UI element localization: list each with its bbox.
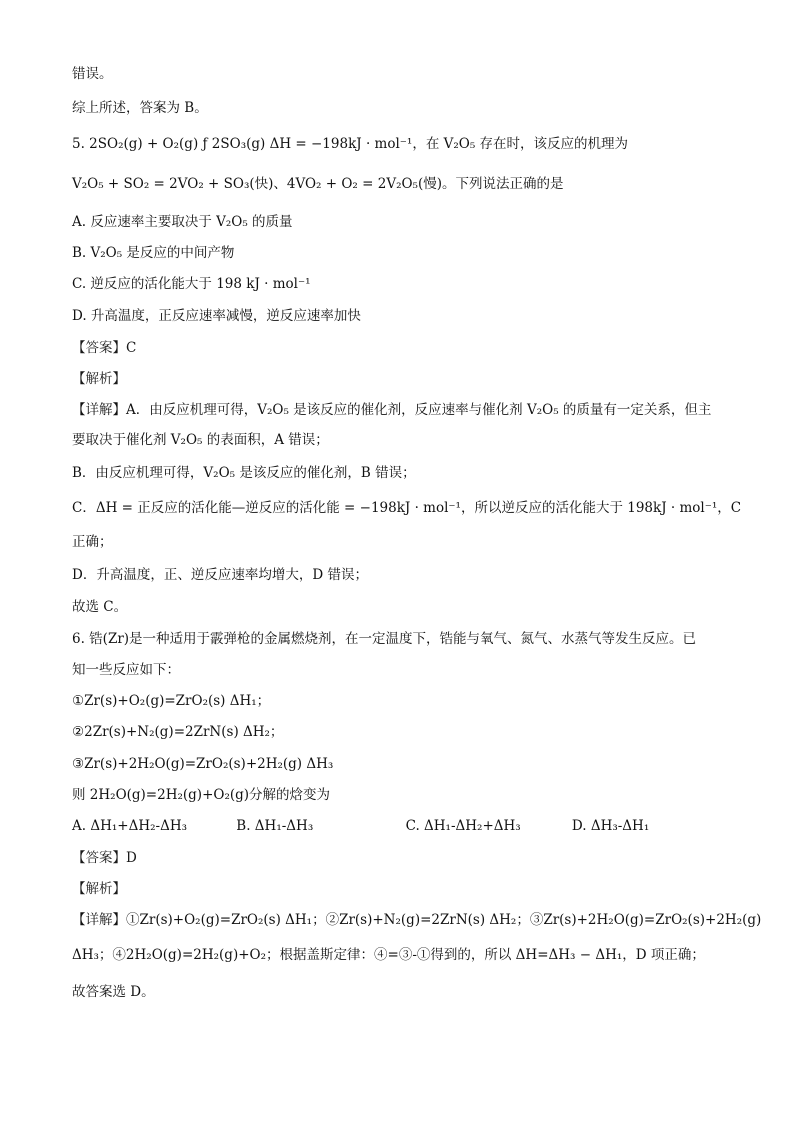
analysis-label: 【解析】: [72, 881, 126, 897]
reaction-line: ③Zr(s)+2H₂O(g)=ZrO₂(s)+2H₂(g) ΔH₃: [72, 756, 334, 772]
option-b: B. V₂O₅ 是反应的中间产物: [72, 245, 235, 261]
text-line: 综上所述，答案为 B。: [72, 100, 208, 116]
reaction-line: ②2Zr(s)+N₂(g)=2ZrN(s) ΔH₂；: [72, 724, 284, 740]
answer-label: 【答案】D: [72, 850, 137, 866]
question-6-stem: 知一些反应如下：: [72, 662, 180, 678]
text-line: 错误。: [72, 66, 113, 82]
explanation-line: 【详解】①Zr(s)+O₂(g)=ZrO₂(s) ΔH₁；②Zr(s)+N₂(g)=2ZrN(s) ΔH₂；③Zr(s)+2H₂O(g)=ZrO₂(s)+2H₂(g): [72, 912, 762, 928]
question-6-stem: 6. 锆(Zr)是一种适用于霰弹枪的金属燃烧剂，在一定温度下，锆能与氧气、氮气、水蒸气等发生反应。已: [72, 631, 697, 647]
explanation-line: 故选 C。: [72, 599, 128, 615]
option-a: A. 反应速率主要取决于 V₂O₅ 的质量: [72, 214, 293, 230]
explanation-line: B．由反应机理可得，V₂O₅ 是该反应的催化剂，B 错误；: [72, 465, 416, 481]
explanation-line: 故答案选 D。: [72, 984, 155, 1000]
question-6-options: [72, 816, 742, 836]
analysis-label: 【解析】: [72, 371, 126, 387]
option-c: C. 逆反应的活化能大于 198 kJ · mol⁻¹: [72, 276, 311, 292]
option-c: C. ΔH₁-ΔH₂+ΔH₃: [405, 818, 521, 834]
option-b: B. ΔH₁-ΔH₃: [236, 818, 314, 834]
option-d: D. ΔH₃-ΔH₁: [571, 818, 650, 834]
reaction-line: ①Zr(s)+O₂(g)=ZrO₂(s) ΔH₁；: [72, 693, 271, 709]
question-5-mechanism: V₂O₅ + SO₂ = 2VO₂ + SO₃(快)、4VO₂ + O₂ = 2V₂O₅(慢)。下列说法正确的是: [72, 176, 564, 192]
explanation-line: ΔH₃；④2H₂O(g)=2H₂(g)+O₂；根据盖斯定律：④=③-①得到的，所以 ΔH=ΔH₃ − ΔH₁，D 项正确；: [72, 947, 705, 963]
answer-label: 【答案】C: [72, 340, 137, 356]
option-a: A. ΔH₁+ΔH₂-ΔH₃: [72, 818, 188, 834]
option-d: D. 升高温度，正反应速率减慢，逆反应速率加快: [72, 308, 361, 324]
explanation-line: 【详解】A．由反应机理可得，V₂O₅ 是该反应的催化剂，反应速率与催化剂 V₂O₅ 的质量有一定关系，但主: [72, 402, 712, 418]
question-5-stem: 5. 2SO₂(g) + O₂(g) ƒ 2SO₃(g) ΔH = −198kJ · mol⁻¹，在 V₂O₅ 存在时，该反应的机理为: [72, 136, 629, 152]
explanation-line: C．ΔH = 正反应的活化能—逆反应的活化能 = −198kJ · mol⁻¹，所以逆反应的活化能大于 198kJ · mol⁻¹，C: [72, 500, 742, 516]
explanation-line: 正确；: [72, 534, 113, 550]
question-6-ask: 则 2H₂O(g)=2H₂(g)+O₂(g)分解的焓变为: [72, 787, 331, 803]
explanation-line: D．升高温度，正、逆反应速率均增大，D 错误；: [72, 567, 368, 583]
explanation-line: 要取决于催化剂 V₂O₅ 的表面积，A 错误；: [72, 432, 329, 448]
